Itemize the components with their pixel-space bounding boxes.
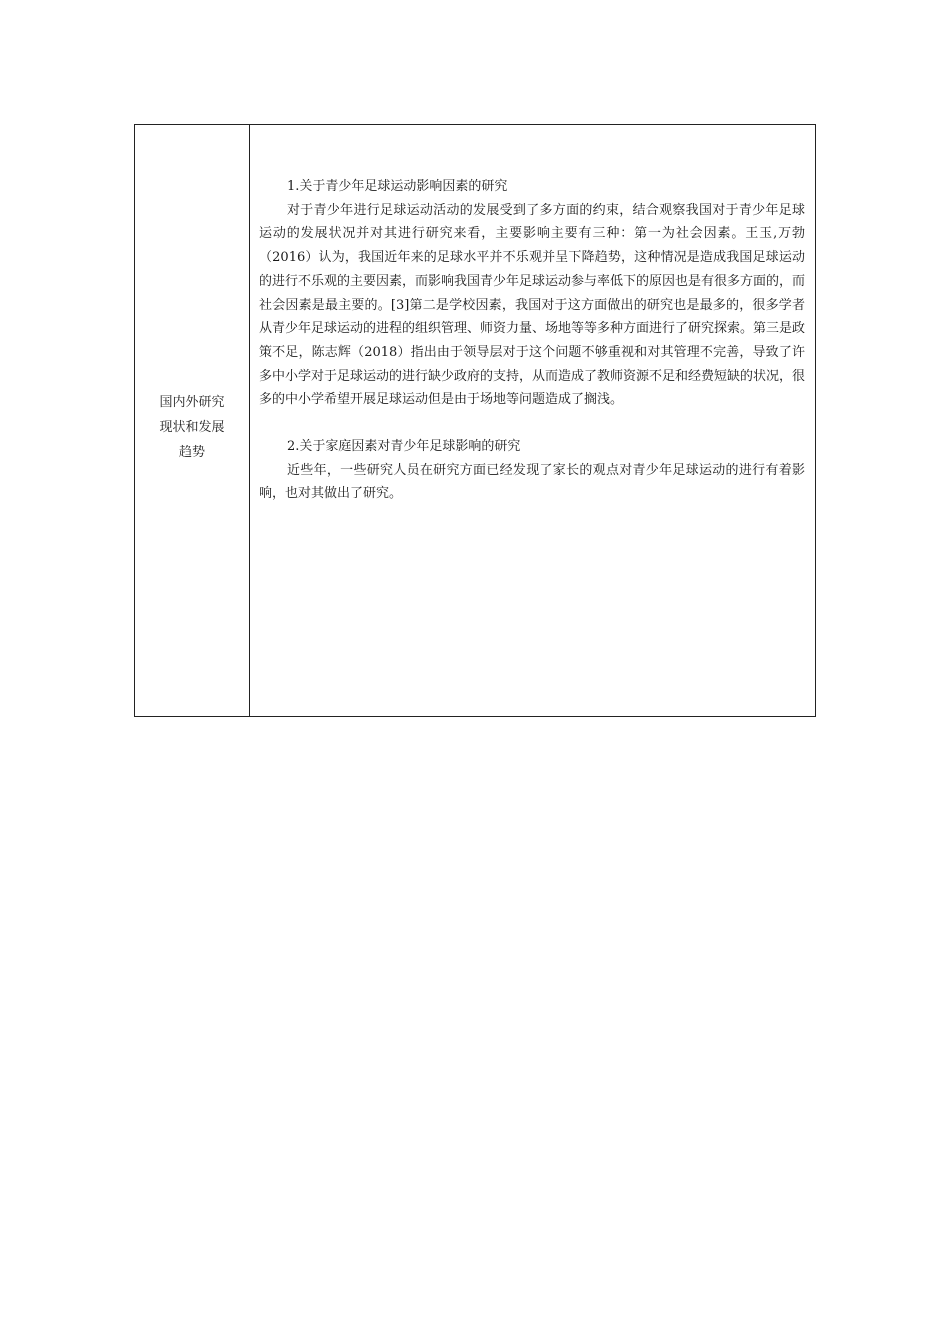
section-heading: 1.关于青少年足球运动影响因素的研究 xyxy=(287,179,508,194)
section-paragraph: 对于青少年进行足球运动活动的发展受到了多方面的约束，结合观察我国对于青少年足球运动的发展状况并对其进行研究来看，主要影响主要有三种：第一为社会因素。王玉,万勃（2016）认为，我国近年来的足球水平并不乐观并呈下降趋势，这种情况是造成我国足球运动的进行不乐观的主要因素，而影响我国青少年足球运动参与率低下的原因也是有很多方面的，而社会因素是最主要的。[3]第二是学校因素，我国对于这方面做出的研究也是最多的，很多学者从青少年足球运动的进程的组织管理、师资力量、场地等等多种方面进行了研究探索。第三是政策不足，陈志辉（2018）指出由于领导层对于这个问题不够重视和对其管理不完善，导致了许多中小学对于足球运动的进行缺少政府的支持，从而造成了教师资源不足和经费短缺的状况，很多的中小学希望开展足球运动但是由于场地等问题造成了搁浅。 xyxy=(259,202,806,408)
section-family-factors xyxy=(259,435,805,506)
section-heading: 2.关于家庭因素对青少年足球影响的研究 xyxy=(287,439,521,455)
research-table xyxy=(134,124,816,717)
section-paragraph: 近些年，一些研究人员在研究方面已经发现了家长的观点对青少年足球运动的进行有着影响，也对其做出了研究。 xyxy=(259,462,805,502)
row-label: 国内外研究现状和发展趋势 xyxy=(159,395,225,460)
table-label-cell xyxy=(135,125,250,716)
section-social-factors xyxy=(259,175,805,412)
table-content-cell xyxy=(250,125,815,716)
